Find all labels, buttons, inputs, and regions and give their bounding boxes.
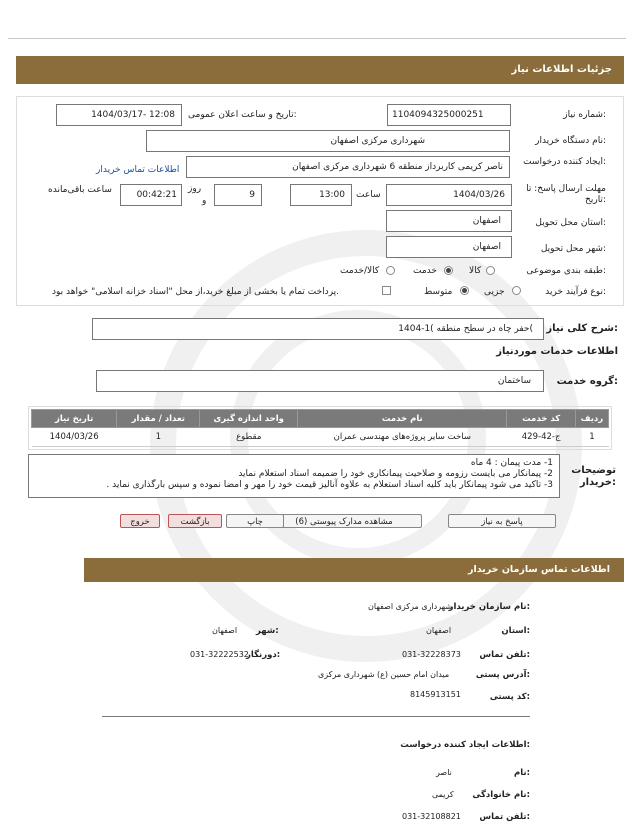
note-line-1: 1- مدت پیمان : 4 ماه — [470, 458, 553, 468]
note-line-3: 3- تاکید می شود پیمانکار باید کلیه اسناد استعلام به علاوه آنالیز قیمت خود را مهر و امضا نموده و سپس بارگذاری نماید . — [106, 480, 553, 490]
category-label: طبقه بندی موضوعی: — [526, 266, 606, 276]
purchase-type-label: نوع فرآیند خرید: — [545, 287, 606, 297]
cell-date: 1404/03/26 — [32, 428, 117, 447]
province-label: استان محل تحویل: — [535, 218, 606, 228]
city-label: شهر محل تحویل: — [540, 244, 606, 254]
cell-name: ساخت سایر پروژه‌های مهندسی عمران — [298, 428, 507, 447]
service-group-field[interactable]: ساختمان — [96, 370, 544, 392]
contact-org-value: شهرداری مرکزی اصفهان — [368, 602, 453, 611]
contact-city-value: اصفهان — [212, 626, 238, 635]
category-option-goods-service: کالا/خدمت — [340, 266, 380, 276]
treasury-payment-checkbox[interactable] — [382, 286, 391, 295]
top-divider — [8, 38, 626, 39]
contact-divider — [102, 716, 530, 717]
creator-phone-value: 031-32108821 — [402, 812, 461, 821]
cell-row: 1 — [575, 428, 608, 447]
page-title: جزئیات اطلاعات نیاز — [16, 56, 624, 84]
col-row: ردیف — [575, 410, 608, 428]
summary-label: شرح کلی نیاز: — [546, 323, 618, 334]
note-line-2: 2- پیمانکار می بایست رزومه و صلاحیت پیمانکاری خود را ضمیمه اسناد استعلام نماید — [238, 469, 553, 479]
treasury-payment-note: پرداخت تمام یا بخشی از مبلغ خرید،از محل "اسناد خزانه اسلامی" خواهد بود. — [52, 287, 340, 297]
print-button[interactable]: چاپ — [226, 514, 284, 528]
col-unit: واحد اندازه گیری — [200, 410, 298, 428]
buyer-contact-link[interactable]: اطلاعات تماس خریدار — [96, 165, 180, 175]
creator-field[interactable]: ناصر کریمی کاربرداز منطقه 6 شهرداری مرکزی اصفهان — [186, 156, 510, 178]
buyer-org-field[interactable]: شهرداری مرکزی اصفهان — [146, 130, 510, 152]
category-option-goods: کالا — [469, 266, 482, 276]
category-radio-goods[interactable] — [486, 266, 495, 275]
deadline-label: مهلت ارسال پاسخ: تا تاریخ: — [526, 184, 606, 205]
cell-qty: 1 — [117, 428, 200, 447]
col-name: نام خدمت — [298, 410, 507, 428]
services-section-title: اطلاعات خدمات موردنیاز — [496, 346, 618, 357]
contact-phone-label: تلفن تماس: — [479, 650, 530, 660]
contact-fax-value: 031-32222532 — [190, 650, 249, 659]
category-radio-service[interactable] — [444, 266, 453, 275]
col-date: تاریخ نیاز — [32, 410, 117, 428]
announce-label: تاریخ و ساعت اعلان عمومی: — [188, 110, 297, 120]
purchase-option-medium: متوسط — [424, 287, 453, 297]
contact-province-label: استان: — [501, 626, 530, 636]
deadline-date-field[interactable]: 1404/03/26 — [386, 184, 512, 206]
announce-field[interactable]: 1404/03/17- 12:08 — [56, 104, 182, 126]
creator-first-name-value: ناصر — [436, 768, 452, 777]
contact-fax-label: دورنگار: — [246, 650, 281, 660]
contact-postal-value: 8145913151 — [410, 690, 461, 699]
creator-first-name-label: نام: — [513, 768, 530, 778]
buyer-notes-label: توضیحات خریدار: — [571, 465, 616, 488]
creator-last-name-value: کریمی — [432, 790, 454, 799]
and-label: و — [202, 196, 207, 206]
category-option-service: خدمت — [413, 266, 437, 276]
creator-last-name-label: نام خانوادگی: — [472, 790, 530, 800]
contact-phone-value: 031-32228373 — [402, 650, 461, 659]
exit-button[interactable]: خروج — [120, 514, 160, 528]
contact-postal-label: کد پستی: — [489, 692, 530, 702]
cell-code: ج-42-429 — [507, 428, 575, 447]
summary-field[interactable]: حفر چاه در سطح منطقه )1-1404( — [92, 318, 544, 340]
reply-button[interactable]: پاسخ به نیاز — [448, 514, 556, 528]
view-docs-button[interactable]: مشاهده مدارک پیوستی (6) — [266, 514, 422, 528]
province-field[interactable]: اصفهان — [386, 210, 512, 232]
purchase-option-minor: جزیی — [484, 287, 505, 297]
contact-address-label: آدرس پستی: — [475, 670, 530, 680]
city-field[interactable]: اصفهان — [386, 236, 512, 258]
table-row — [32, 428, 609, 447]
purchase-radio-medium[interactable] — [460, 286, 469, 295]
contact-province-value: اصفهان — [426, 626, 452, 635]
remaining-time-field[interactable]: 00:42:21 — [120, 184, 182, 206]
buyer-notes-box — [28, 454, 560, 498]
creator-info-title: اطلاعات ایجاد کننده درخواست: — [400, 740, 530, 750]
service-group-label: گروه خدمت: — [556, 376, 618, 387]
need-number-label: شماره نیاز: — [563, 110, 606, 120]
deadline-time-field[interactable]: 13:00 — [290, 184, 352, 206]
buyer-org-label: نام دستگاه خریدار: — [535, 136, 606, 146]
remaining-label: ساعت باقی‌مانده — [48, 185, 112, 195]
col-code: کد خدمت — [507, 410, 575, 428]
deadline-time-label: ساعت — [356, 190, 381, 200]
services-table-header — [32, 410, 609, 428]
creator-label: ایجاد کننده درخواست: — [523, 157, 606, 167]
need-number-field[interactable]: 1104094325000251 — [387, 104, 511, 126]
services-table — [31, 409, 609, 447]
contact-city-label: شهر: — [256, 626, 279, 636]
purchase-radio-minor[interactable] — [512, 286, 521, 295]
services-table-wrap — [28, 406, 612, 450]
day-label: روز — [188, 184, 202, 194]
back-button[interactable]: بازگشت — [168, 514, 222, 528]
cell-unit: مقطوع — [200, 428, 298, 447]
category-radio-goods-service[interactable] — [386, 266, 395, 275]
contact-org-label: نام سازمان خریدار: — [448, 602, 530, 612]
col-qty: تعداد / مقدار — [117, 410, 200, 428]
creator-phone-label: تلفن تماس: — [479, 812, 530, 822]
days-field[interactable]: 9 — [214, 184, 262, 206]
contact-address-value: میدان امام حسین (ع) شهرداری مرکزی — [318, 670, 450, 679]
buyer-contact-title: اطلاعات تماس سازمان خریدار — [84, 558, 624, 582]
